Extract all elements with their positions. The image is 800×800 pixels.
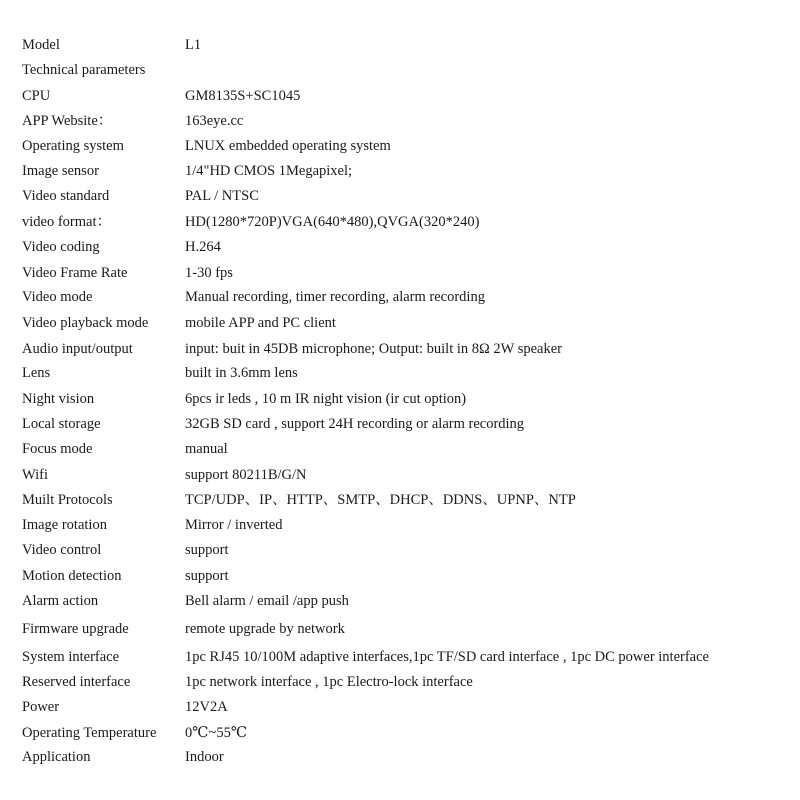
spec-value: manual xyxy=(185,441,228,457)
spec-value: L1 xyxy=(185,37,202,53)
spec-label: Firmware upgrade xyxy=(22,621,129,637)
spec-row-wifi xyxy=(0,464,800,486)
spec-row-video-coding xyxy=(0,236,800,258)
spec-row-lens xyxy=(0,362,800,384)
spec-row-alarm-action xyxy=(0,590,800,612)
spec-label: Video control xyxy=(22,542,102,558)
spec-row-cpu xyxy=(0,85,800,107)
spec-value: H.264 xyxy=(185,239,221,255)
spec-label: Video standard xyxy=(22,188,110,204)
spec-row-operating-system xyxy=(0,135,800,157)
spec-label: Alarm action xyxy=(22,593,99,609)
spec-value: LNUX embedded operating system xyxy=(185,138,391,154)
spec-row-video-playback-mode xyxy=(0,312,800,334)
spec-value: 1pc RJ45 10/100M adaptive interfaces,1pc TF/SD card interface , 1pc DC power interface xyxy=(185,649,709,665)
spec-label: Power xyxy=(22,699,60,715)
spec-label: Model xyxy=(22,37,60,53)
spec-label: Local storage xyxy=(22,416,101,432)
spec-value: 1-30 fps xyxy=(185,265,233,281)
spec-row-app-website xyxy=(0,110,800,132)
spec-value: mobile APP and PC client xyxy=(185,315,336,331)
spec-label: Focus mode xyxy=(22,441,93,457)
spec-value: 32GB SD card , support 24H recording or alarm recording xyxy=(185,416,525,432)
spec-value: TCP/UDP、IP、HTTP、SMTP、DHCP、DDNS、UPNP、NTP xyxy=(185,492,576,508)
spec-label: Video coding xyxy=(22,239,100,255)
spec-label: Audio input/output xyxy=(22,341,133,357)
spec-label: Reserved interface xyxy=(22,674,131,690)
spec-label: Video mode xyxy=(22,289,93,305)
spec-value: input: buit in 45DB microphone; Output: built in 8Ω 2W speaker xyxy=(185,341,562,357)
spec-row-video-format xyxy=(0,211,800,233)
spec-value: 163eye.cc xyxy=(185,113,244,129)
spec-value: 1pc network interface , 1pc Electro-lock interface xyxy=(185,674,473,690)
spec-value: Manual recording, timer recording, alarm recording xyxy=(185,289,485,305)
spec-row-video-mode xyxy=(0,286,800,308)
spec-label: Muilt Protocols xyxy=(22,492,113,508)
spec-row-motion-detection xyxy=(0,565,800,587)
spec-value: 6pcs ir leds , 10 m IR night vision (ir cut option) xyxy=(185,391,467,407)
spec-row-local-storage xyxy=(0,413,800,435)
spec-value: 1/4"HD CMOS 1Megapixel; xyxy=(185,163,353,179)
spec-value: Indoor xyxy=(185,749,224,765)
spec-value: built in 3.6mm lens xyxy=(185,365,298,381)
spec-row-image-sensor xyxy=(0,160,800,182)
spec-value: support 80211B/G/N xyxy=(185,467,307,483)
spec-value: 12V2A xyxy=(185,699,228,715)
spec-row-model xyxy=(0,34,800,56)
spec-label: Wifi xyxy=(22,467,48,483)
spec-label: Operating system xyxy=(22,138,124,154)
spec-row-video-standard xyxy=(0,185,800,207)
spec-value: support xyxy=(185,568,229,584)
spec-row-system-interface xyxy=(0,646,800,668)
spec-row-firmware-upgrade xyxy=(0,618,800,640)
spec-row-night-vision xyxy=(0,388,800,410)
spec-value: Mirror / inverted xyxy=(185,517,283,533)
spec-label: Image sensor xyxy=(22,163,99,179)
spec-label: video format： xyxy=(22,214,111,230)
spec-value: GM8135S+SC1045 xyxy=(185,88,301,104)
spec-row-application xyxy=(0,746,800,768)
spec-label: Image rotation xyxy=(22,517,107,533)
spec-row-muilt-protocols xyxy=(0,489,800,511)
spec-row-image-rotation xyxy=(0,514,800,536)
spec-label: System interface xyxy=(22,649,120,665)
spec-label: Video playback mode xyxy=(22,315,149,331)
spec-row-focus-mode xyxy=(0,438,800,460)
spec-label: Lens xyxy=(22,365,51,381)
spec-value: Bell alarm / email /app push xyxy=(185,593,349,609)
spec-value: support xyxy=(185,542,229,558)
spec-label: Application xyxy=(22,749,91,765)
spec-value: HD(1280*720P)VGA(640*480),QVGA(320*240) xyxy=(185,214,480,230)
spec-label: CPU xyxy=(22,88,51,104)
spec-label: APP Website： xyxy=(22,113,113,129)
spec-label: Night vision xyxy=(22,391,95,407)
spec-value: 0℃~55℃ xyxy=(185,725,248,741)
spec-row-audio-input-output xyxy=(0,338,800,360)
spec-row-video-control xyxy=(0,539,800,561)
spec-label: Operating Temperature xyxy=(22,725,157,741)
spec-row-power xyxy=(0,696,800,718)
spec-row-reserved-interface xyxy=(0,671,800,693)
spec-value: remote upgrade by network xyxy=(185,621,345,637)
spec-row-technical-parameters xyxy=(0,59,800,81)
spec-label: Video Frame Rate xyxy=(22,265,128,281)
spec-label: Motion detection xyxy=(22,568,122,584)
spec-section-heading: Technical parameters xyxy=(22,62,146,78)
spec-row-operating-temperature xyxy=(0,722,800,744)
spec-row-video-frame-rate xyxy=(0,262,800,284)
spec-value: PAL / NTSC xyxy=(185,188,259,204)
